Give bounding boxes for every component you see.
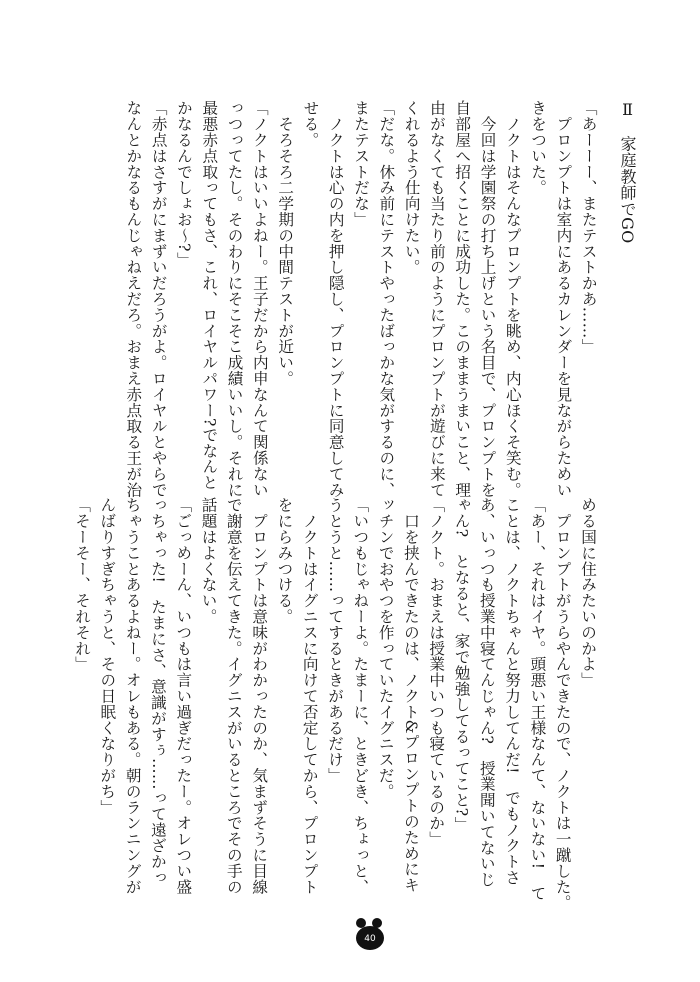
text-line: 「ごっめーん、いつもは言い過ぎだったー。オレつい盛 <box>174 497 193 895</box>
text-line: ゃん? となると、家で勉強してるってこと?」 <box>452 497 471 833</box>
text-line: 「ノクト。おまえは授業中いつも寝ているのか」 <box>427 497 446 847</box>
text-line: ノクトは心の内を押し隠し、プロンプトに同意してみ <box>326 100 345 498</box>
text-line: 「あーーー、またテストかあ……」 <box>579 100 598 355</box>
page-number: 40 <box>364 934 376 944</box>
text-line: 「いつもじゃねーよ。たまーに、ときどき、ちょっと、 <box>351 497 370 895</box>
text-line: 「あー、それはイヤ。頭悪い王様なんて、ないない! て <box>528 497 547 902</box>
text-line: 最悪赤点取ってもさ、これ、ロイヤルパワー?でなんと <box>200 100 219 491</box>
text-line: あ、いっつも授業中寝てんじゃん? 授業聞いてないじ <box>477 497 496 888</box>
text-line: またテストだな」 <box>352 100 371 228</box>
text-line: プロンプトがうらやんできたので、ノクトは一蹴した。 <box>553 497 572 911</box>
text-line: っちゃった! たまにさ、意識がすぅ……って遠ざかっ <box>148 497 167 886</box>
text-line: ッチンでおやつを作っていたイグニスだ。 <box>376 497 395 800</box>
text-line: んばりすぎちゃうと、その日眠くなりがち」 <box>98 497 117 815</box>
text-line: ノクトはそんなプロンプトを眺め、内心ほくそ笑む。 <box>503 100 522 498</box>
page-folio <box>353 916 387 952</box>
text-line: っつってたし。そのわりにそこそこ成績いいし。それに <box>225 100 244 498</box>
text-line: 「だな。休み前にテストやったばっかな気がするのに、 <box>377 100 396 498</box>
text-line: そろそろ二学期の中間テストが近い。 <box>276 100 295 387</box>
text-line: をにらみつける。 <box>275 497 294 625</box>
text-block-bottom <box>69 497 600 917</box>
text-line: 由がなくても当たり前のようにプロンプトが遊びに来て <box>427 100 446 498</box>
text-line: きをついた。 <box>529 100 548 196</box>
text-line: プロンプトは意味がわかったのか、気まずそうに目線 <box>250 497 269 895</box>
text-line: うとうと……ってするときがあるだけ」 <box>326 497 345 784</box>
text-line: 「赤点はさすがにまずいだろうがよ。ロイヤルとやらで <box>149 100 168 498</box>
text-line: ノクトはイグニスに向けて否定してから、プロンプト <box>300 497 319 895</box>
text-line: 「そーそー、それそれ」 <box>73 497 92 672</box>
text-line: 話題はよくない。 <box>199 497 218 625</box>
text-line: で謝意を伝えてきた。イグニスがいるところでその手の <box>224 497 243 895</box>
text-line: ちゃうことあるよねー。オレもある。朝のランニングが <box>123 497 142 895</box>
text-line: かなるんでしょお～?」 <box>174 100 193 268</box>
text-line: プロンプトは室内にあるカレンダーを見ながらためい <box>554 100 573 498</box>
text-line: 口を挟んできたのは、ノクト&プロンプトのためにキ <box>401 497 420 893</box>
text-line: せる。 <box>301 100 320 148</box>
text-line: 「ノクトはいいよねー。王子だから内申なんて関係ない <box>250 100 269 498</box>
text-block-top <box>120 100 640 500</box>
text-line: 自部屋へ招くことに成功した。このままうまいこと、理 <box>453 100 472 498</box>
text-line: なんとかなるもんじゃねえだろ。おまえ赤点取る王が治 <box>124 100 143 498</box>
text-line: 今回は学園祭の打ち上げという名目で、プロンプトを <box>478 100 497 498</box>
text-line: める国に住みたいのかよ」 <box>579 497 597 688</box>
chapter-heading: Ⅱ 家庭教師でGO <box>618 100 637 244</box>
text-line: くれるよう仕向けたい。 <box>402 100 421 275</box>
text-line: ことは、ノクトちゃんと努力してんだ! でもノクトさ <box>503 497 522 886</box>
